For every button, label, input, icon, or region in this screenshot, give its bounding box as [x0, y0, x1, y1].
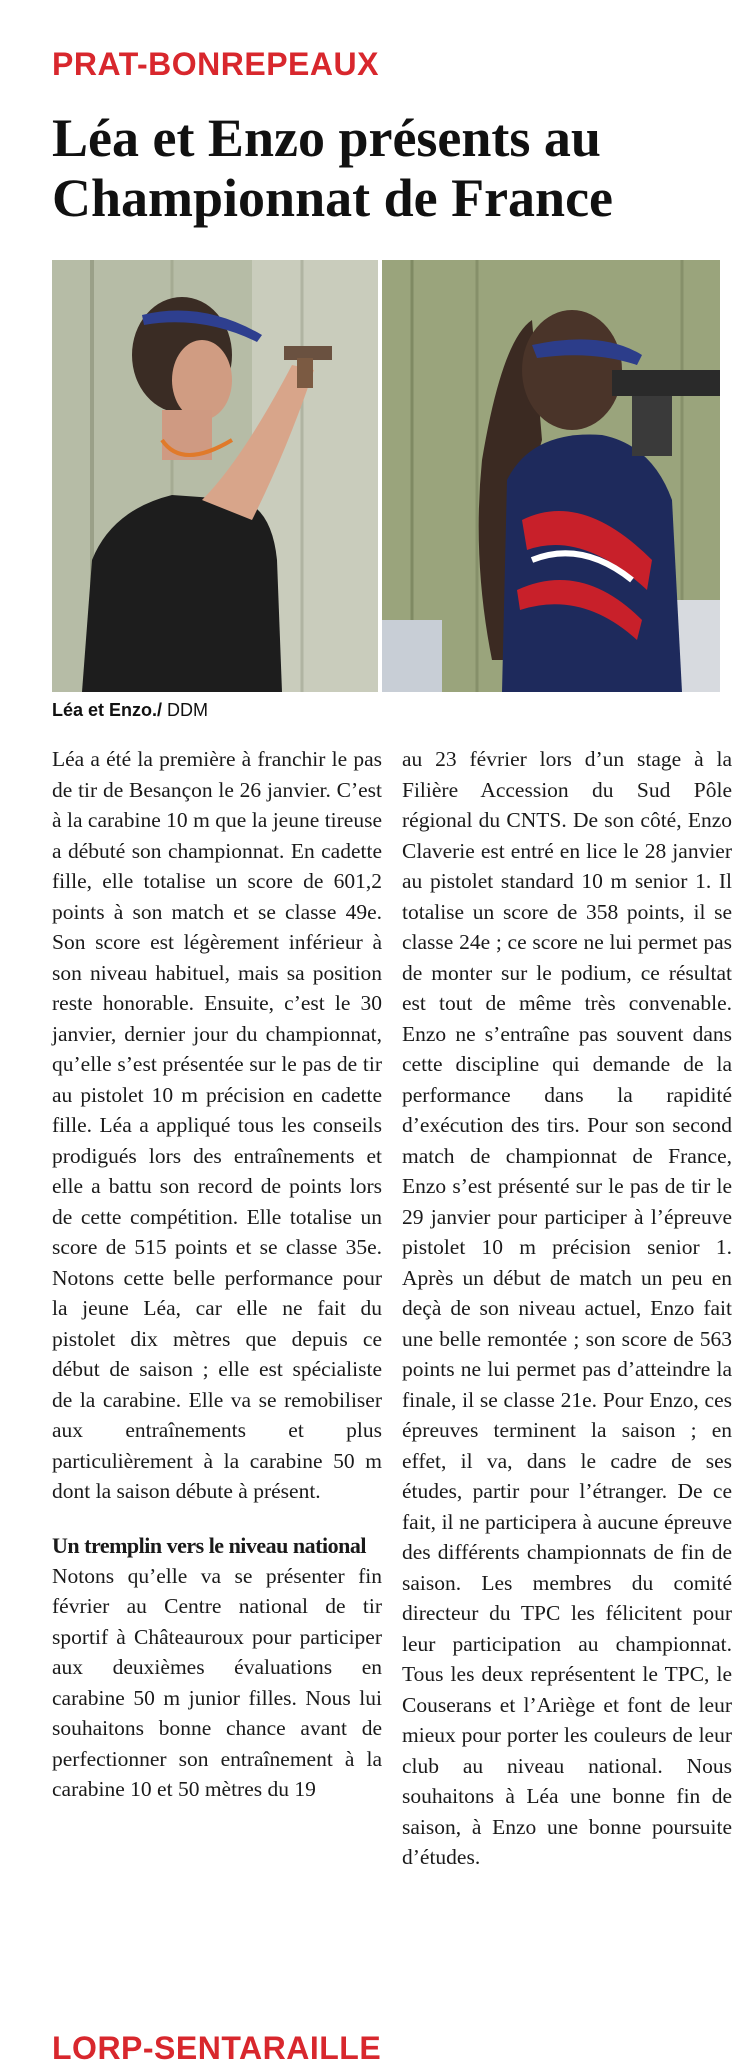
photo-enzo: [52, 260, 378, 692]
article-headline: Léa et Enzo présents au Championnat de France: [52, 108, 614, 228]
next-section-kicker: LORP-SENTARAILLE: [52, 2030, 382, 2066]
photo-lea: [382, 260, 720, 692]
article-column-right: [402, 744, 732, 1873]
section-kicker: PRAT-BONREPEAUX: [52, 46, 379, 82]
article-column-left: [52, 744, 382, 1805]
caption-credit: DDM: [162, 700, 209, 720]
article-subhead: Un tremplin vers le niveau national: [52, 1532, 366, 1558]
photo-caption: [52, 700, 208, 721]
body-paragraph: Notons qu’elle va se présenter fin février au Centre national de tir sportif à Châteauroux pour participer aux deuxièmes évaluations en carabine 50 m junior filles. Nous lui souhaitons bonne chance avant de perfectionner son entraînement à la carabine 10 et 50 mètres du 19: [52, 1563, 382, 1801]
body-paragraph: Léa a été la première à franchir le pas de tir de Besançon le 26 janvier. C’est à la carabine 10 m que la jeune tireuse a débuté son championnat. En cadette fille, elle totalise un score de 601,2 points à son match et se classe 49e. Son score est légèrement inférieur à son niveau habituel, mais sa position reste honorable. Ensuite, c’est le 30 janvier, dernier jour du championnat, qu’elle s’est présentée sur le pas de tir au pistolet 10 m précision en cadette fille. Léa a appliqué tous les conseils prodigués lors des entraînements et elle a battu son record de points lors de cette compétition. Elle totalise un score de 515 points et se classe 35e. Notons cette belle performance pour la jeune Léa, car elle ne fait du pistolet dix mètres que depuis ce début de saison ; elle est spécialiste de la carabine. Elle va se remobiliser aux entraînements et plus particulièrement à la carabine 50 m dont la saison débute à présent.: [52, 747, 382, 1503]
caption-names: Léa et Enzo./: [52, 700, 163, 720]
article-photos: [52, 260, 720, 692]
body-paragraph: au 23 février lors d’un stage à la Filière Accession du Sud Pôle régional du CNTS. De son côté, Enzo Claverie est entré en lice le 28 janvier au pistolet standard 10 m senior 1. Il totalise un score de 358 points, il se classe 24e ; ce score ne lui permet pas de monter sur le podium, ce résultat est tout de même très convenable. Enzo ne s’entraîne pas souvent dans cette discipline qui demande de la performance dans la rapidité d’exécution des tirs. Pour son second match de championnat de France, Enzo s’est présenté sur le pas de tir le 29 janvier pour participer à l’épreuve pistolet 10 m précision senior 1. Après un début de match un peu en deçà de son niveau actuel, Enzo fait une belle remontée ; son score de 563 points ne lui permet pas d’atteindre la finale, il se classe 21e. Pour Enzo, ces épreuves terminent la saison ; en effet, il va, dans le cadre de ses études, partir pour l’étranger. De ce fait, il ne participera à aucune épreuve des différents championnats de fin de saison. Les membres du comité directeur du TPC les félicitent pour leur participation au championnat. Tous les deux représentent le TPC, le Couserans et l’Ariège et font de leur mieux pour porter les couleurs de leur club au niveau national. Nous souhaitons à Léa une bonne fin de saison, à Enzo une bonne poursuite d’études.: [402, 747, 732, 1869]
